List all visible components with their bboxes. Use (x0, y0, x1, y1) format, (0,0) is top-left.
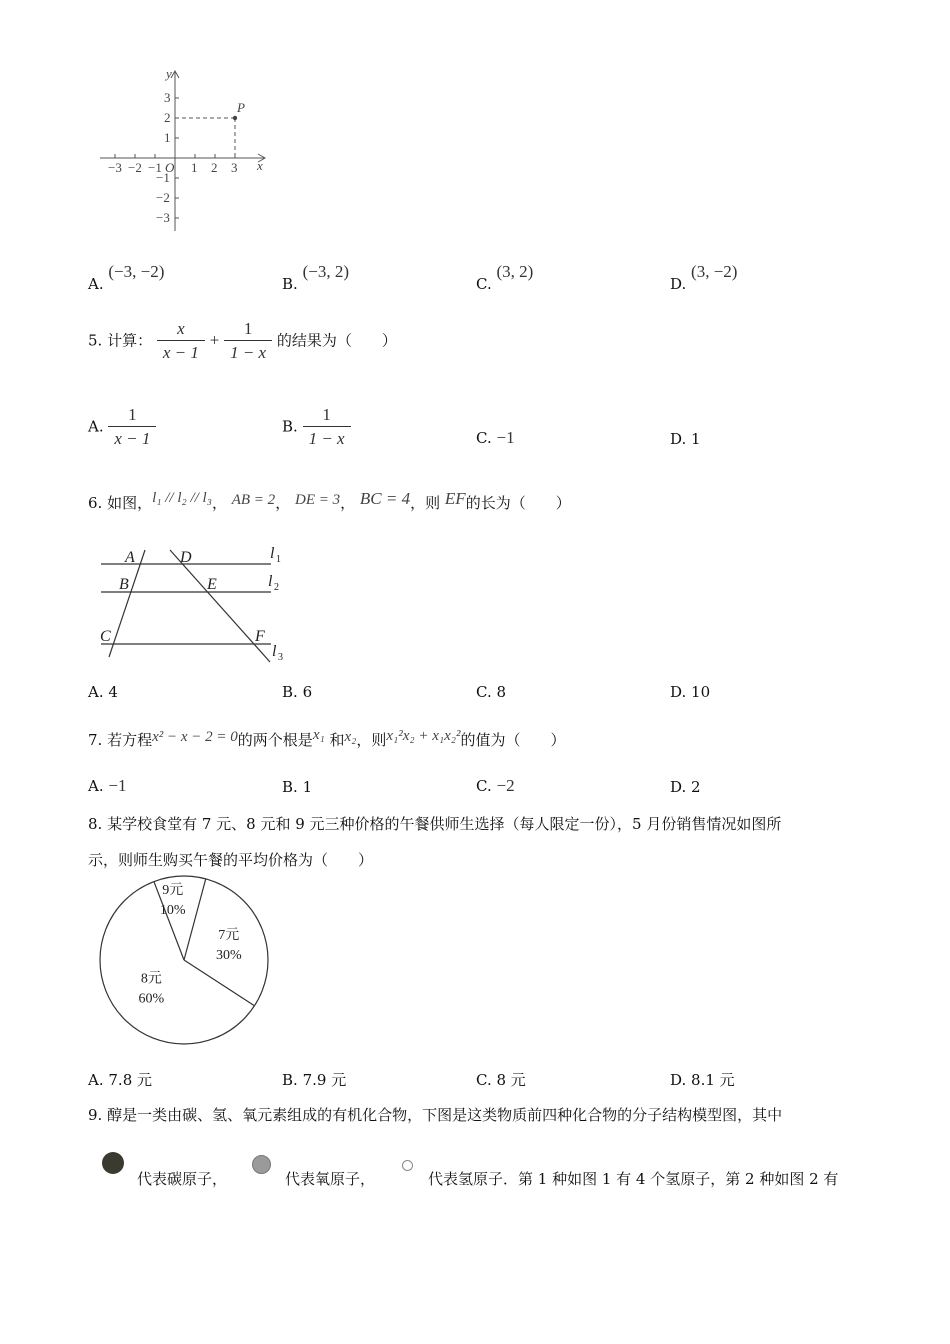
label-c: C (100, 628, 111, 645)
y-tick-label: −1 (156, 170, 170, 185)
x-tick-label: 1 (191, 160, 198, 175)
pie-category-label: 7元 (218, 927, 240, 943)
q6-option-a[interactable]: A. 4 (88, 683, 118, 701)
carbon-legend-text: 代表碳原子， (137, 1170, 228, 1188)
x-tick-label: 3 (231, 160, 238, 175)
transversal-df (170, 550, 270, 662)
x-tick-label: 2 (211, 160, 218, 175)
point-p (233, 116, 237, 120)
q6-option-b[interactable]: B. 6 (282, 683, 313, 701)
q8-option-c[interactable]: C. 8 元 (476, 1071, 526, 1089)
q5-option-d[interactable]: D. 1 (670, 430, 701, 448)
y-tick-label: −2 (156, 190, 170, 205)
q4-option-d[interactable]: D. (3, −2) (670, 262, 738, 293)
label-e: E (207, 576, 217, 593)
label-d: D (180, 549, 192, 566)
q5-stem: 5. 计算： $\frac{x}{x - 1}$ + $\frac{1}{1 - x}$ 的结果为（ ） (88, 319, 397, 362)
sub-3: 3 (278, 652, 283, 663)
oxygen-atom-icon (252, 1155, 271, 1174)
label-l1: l (270, 545, 275, 562)
hydrogen-legend-text: 代表氢原子．第 1 种如图 1 有 4 个氢原子，第 2 种如图 2 有 (428, 1170, 839, 1188)
y-tick-label: −3 (156, 210, 170, 225)
q5-option-b[interactable]: B. $\frac{1}{1 - x}$ (282, 404, 351, 451)
y-tick-label: 2 (164, 110, 171, 125)
x-tick-label: −2 (128, 160, 142, 175)
parallel-lines-figure (95, 544, 295, 664)
q9-stem-line1: 9. 醇是一类由碳、氢、氧元素组成的有机化合物，下图是这类物质前四种化合物的分子结构模型图，其中 (88, 1106, 783, 1124)
label-f: F (255, 628, 265, 645)
q7-option-d[interactable]: D. 2 (670, 778, 701, 796)
sub-1: 1 (276, 554, 281, 565)
hydrogen-atom-icon (402, 1160, 413, 1171)
label-l2: l (268, 573, 273, 590)
q5-option-a[interactable]: A. $\frac{1}{x - 1}$ (88, 404, 156, 451)
q7-option-b[interactable]: B. 1 (282, 778, 313, 796)
q6-stem: 6. 如图，l₁ // l₂ // l₃， AB = 2， DE = 3， BC = 4，则 EF的长为（ ） (88, 489, 571, 512)
y-tick-label: 3 (164, 90, 171, 105)
x-axis-label: x (257, 158, 263, 173)
y-axis-label: y (166, 66, 172, 81)
q4-option-c[interactable]: C. (3, 2) (476, 262, 534, 293)
q7-option-c[interactable]: C. −2 (476, 776, 515, 795)
coordinate-graph (95, 66, 275, 236)
q8-stem-line1: 8. 某学校食堂有 7 元、8 元和 9 元三种价格的午餐供师生选择（每人限定一份），5 月份销售情况如图所 (88, 815, 782, 833)
sub-2: 2 (274, 582, 279, 593)
q4-option-a[interactable]: A. (−3, −2) (88, 262, 165, 293)
origin-label: O (165, 160, 175, 175)
transversal-ac (109, 550, 145, 657)
label-b: B (119, 576, 129, 593)
pie-percent-label: 60% (138, 991, 165, 1007)
pie-category-label: 8元 (140, 971, 162, 987)
x-tick-label: −3 (108, 160, 122, 175)
q5-option-c[interactable]: C. −1 (476, 428, 515, 447)
label-a: A (125, 549, 135, 566)
y-tick-label: 1 (164, 130, 171, 145)
q7-stem: 7. 若方程x² − x − 2 = 0的两个根是x₁ 和x₂，则x₁²x₂ + x₁x₂²的值为（ ） (88, 727, 566, 749)
q7-option-a[interactable]: A. −1 (88, 776, 127, 795)
x-tick-label: −1 (148, 160, 162, 175)
q8-option-b[interactable]: B. 7.9 元 (282, 1071, 347, 1089)
point-label: P (237, 100, 245, 115)
pie-chart (96, 872, 274, 1050)
label-l3: l (272, 643, 277, 660)
q8-stem-line2: 示，则师生购买午餐的平均价格为（ ） (88, 851, 374, 869)
q4-option-b[interactable]: B. (−3, 2) (282, 262, 349, 293)
pie-percent-label: 30% (215, 947, 242, 963)
carbon-atom-icon (102, 1152, 124, 1174)
q8-option-d[interactable]: D. 8.1 元 (670, 1071, 735, 1089)
pie-percent-label: 10% (159, 903, 186, 919)
oxygen-legend-text: 代表氧原子， (285, 1170, 376, 1188)
q8-option-a[interactable]: A. 7.8 元 (88, 1071, 153, 1089)
q6-option-c[interactable]: C. 8 (476, 683, 507, 701)
pie-category-label: 9元 (162, 883, 184, 899)
q6-option-d[interactable]: D. 10 (670, 683, 711, 701)
